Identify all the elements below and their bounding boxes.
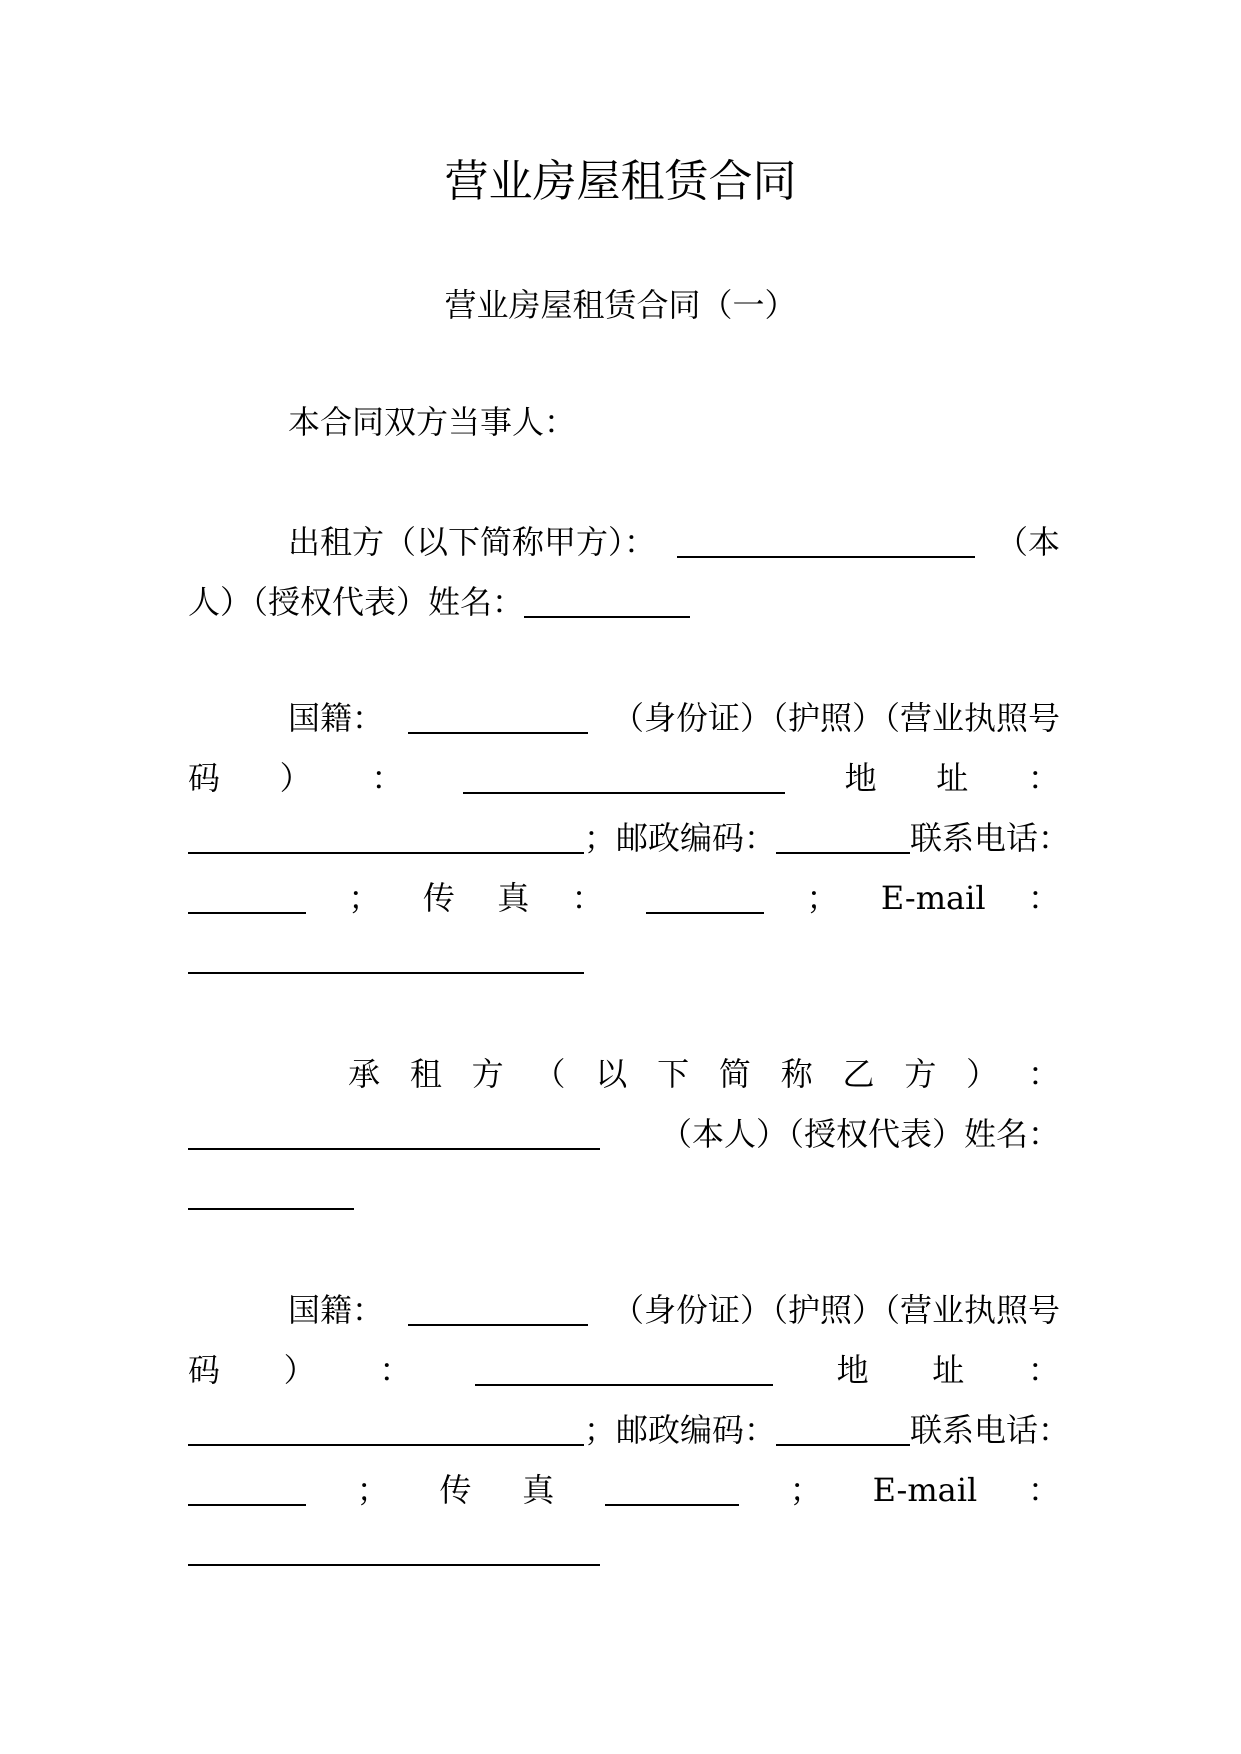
- lessee-postal-label: ；邮政编码：: [584, 1411, 777, 1449]
- lessee-id-number-blank[interactable]: [475, 1354, 773, 1386]
- lessor-semicolon-2: ；: [806, 879, 839, 917]
- lessee-name-blank[interactable]: [188, 1118, 600, 1150]
- lessee-label-char: 称: [780, 1055, 813, 1093]
- lessee-label-char: 下: [657, 1055, 690, 1093]
- lessor-email-blank[interactable]: [188, 942, 584, 974]
- lessor-email-colon: ：: [1027, 879, 1060, 917]
- lessee-line-7: [188, 1468, 1060, 1512]
- lessee-label-char: 方: [904, 1055, 937, 1093]
- lessor-line-5: [188, 816, 1071, 860]
- lessee-label-colon: ：: [1027, 1055, 1060, 1093]
- lessor-address-char-2: 址: [936, 759, 969, 797]
- lessor-phone-label: 联系电话：: [910, 819, 1071, 857]
- lessor-line-4: [188, 756, 1060, 800]
- lessee-id-type-label: （身份证）（护照）（营业执照号: [611, 1291, 1060, 1329]
- lessee-label-char: 租: [409, 1055, 442, 1093]
- lessee-representative-label: （本人）（授权代表）姓名：: [659, 1115, 1060, 1153]
- lessee-address-char-1: 地: [836, 1351, 869, 1389]
- lessee-code-colon: ：: [379, 1351, 412, 1389]
- lessee-line-5: [188, 1348, 1060, 1392]
- lessor-line-6: [188, 876, 1060, 920]
- lessor-fax-char-1: 传: [422, 879, 455, 917]
- lessor-fax-blank[interactable]: [646, 882, 764, 914]
- lessor-code-paren: ）: [279, 759, 312, 797]
- lessor-address-blank[interactable]: [188, 822, 584, 854]
- lessee-line-2: [188, 1112, 1060, 1156]
- lessor-fax-char-2: 真: [497, 879, 530, 917]
- lessor-nationality-blank[interactable]: [408, 702, 588, 734]
- lessor-line-3: [188, 696, 1060, 740]
- lessor-name-blank[interactable]: [677, 526, 975, 558]
- lessee-fax-blank[interactable]: [605, 1474, 739, 1506]
- lessee-code-paren: ）: [283, 1351, 316, 1389]
- lessee-fax-char-1: 传: [439, 1471, 472, 1509]
- lessor-self-label: （本: [995, 523, 1060, 561]
- lessee-postal-blank[interactable]: [776, 1414, 910, 1446]
- lessee-label-char: 简: [718, 1055, 751, 1093]
- lessor-semicolon-1: ；: [348, 879, 381, 917]
- lessor-phone-blank[interactable]: [188, 882, 306, 914]
- lessee-line-8: [188, 1528, 1060, 1572]
- lessee-line-3: [188, 1172, 1060, 1216]
- lessee-line-4: [188, 1288, 1060, 1332]
- lessee-nationality-blank[interactable]: [408, 1294, 588, 1326]
- lessee-label-char: 以: [595, 1055, 628, 1093]
- lessee-address-char-2: 址: [932, 1351, 965, 1389]
- lessor-address-colon: ：: [1027, 759, 1060, 797]
- lessor-representative-label: 人）（授权代表）姓名：: [188, 583, 525, 621]
- lessee-email-colon: ：: [1027, 1471, 1060, 1509]
- lessee-line-1: [188, 1052, 1060, 1096]
- lessor-label: 出租方（以下简称甲方）：: [288, 523, 657, 561]
- lessor-address-char-1: 地: [844, 759, 877, 797]
- lessee-address-blank[interactable]: [188, 1414, 584, 1446]
- lessee-email-blank[interactable]: [188, 1534, 600, 1566]
- lessee-fax-char-2: 真: [522, 1471, 555, 1509]
- contract-subtitle: 营业房屋租赁合同（一）: [444, 286, 797, 324]
- lessor-email-label: E-mail: [880, 879, 986, 917]
- intro-line: [188, 400, 1060, 444]
- lessee-address-colon: ：: [1027, 1351, 1060, 1389]
- lessor-id-type-label: （身份证）（护照）（营业执照号: [611, 699, 1060, 737]
- lessee-phone-blank[interactable]: [188, 1474, 306, 1506]
- lessee-label-char: （: [533, 1055, 566, 1093]
- lessor-representative-blank[interactable]: [524, 586, 690, 618]
- lessee-label-char: ）: [966, 1055, 999, 1093]
- lessee-label-char: 承: [348, 1055, 381, 1093]
- lessor-line-7: [188, 936, 1060, 980]
- lessor-line-2: [188, 580, 1060, 624]
- lessor-fax-colon: ：: [571, 879, 604, 917]
- lessor-id-number-blank[interactable]: [463, 762, 785, 794]
- page-title: 营业房屋租赁合同: [444, 156, 797, 207]
- lessee-label-char: 乙: [842, 1055, 875, 1093]
- lessor-code-char: 码: [188, 759, 221, 797]
- lessor-nationality-label: 国籍：: [288, 699, 385, 737]
- lessee-nationality-label: 国籍：: [288, 1291, 385, 1329]
- intro-text: 本合同双方当事人：: [288, 403, 577, 441]
- lessor-postal-blank[interactable]: [776, 822, 910, 854]
- lessee-email-label: E-mail: [872, 1471, 978, 1509]
- lessor-line-1: [188, 520, 1060, 564]
- lessee-semicolon-1: ；: [356, 1471, 389, 1509]
- lessee-semicolon-2: ；: [789, 1471, 822, 1509]
- lessee-label-char: 方: [471, 1055, 504, 1093]
- lessee-phone-label: 联系电话：: [910, 1411, 1071, 1449]
- lessee-representative-blank[interactable]: [188, 1178, 354, 1210]
- lessor-postal-label: ；邮政编码：: [584, 819, 777, 857]
- lessee-line-6: [188, 1408, 1071, 1452]
- lessor-code-colon: ：: [371, 759, 404, 797]
- lessee-code-char: 码: [188, 1351, 221, 1389]
